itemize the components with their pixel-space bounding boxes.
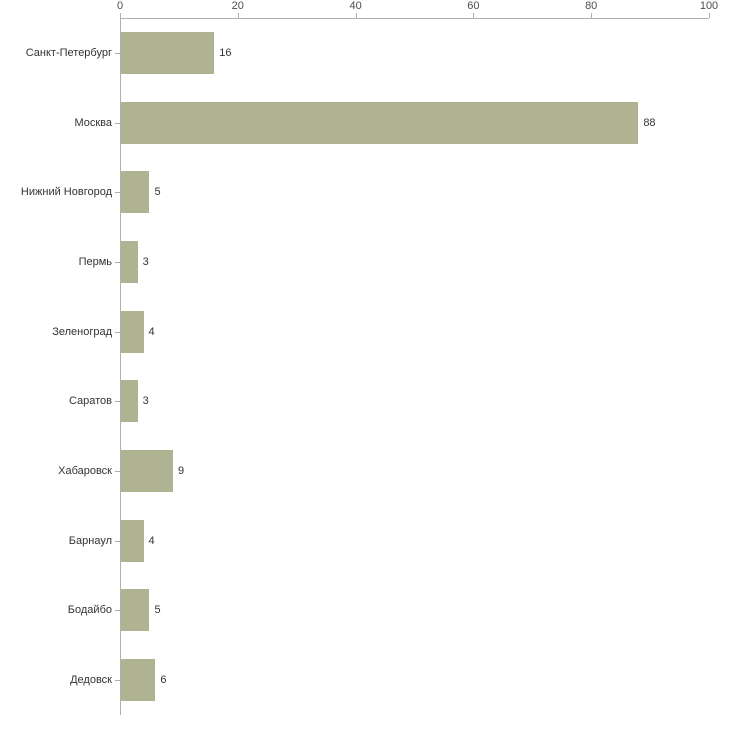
bar[interactable] <box>121 659 155 701</box>
x-axis-tick-label: 100 <box>699 0 719 12</box>
bar-value-label: 16 <box>219 47 232 59</box>
x-axis-tick <box>238 13 239 18</box>
x-axis-tick <box>709 13 710 18</box>
y-axis-tick <box>115 541 120 542</box>
bar[interactable] <box>121 241 138 283</box>
bar-value-label: 4 <box>148 535 155 547</box>
bar-value-label: 88 <box>643 117 656 129</box>
bar-value-label: 6 <box>160 674 167 686</box>
x-axis-tick-label: 0 <box>116 0 124 12</box>
y-axis-category-label: Нижний Новгород <box>20 186 112 198</box>
y-axis-tick <box>115 123 120 124</box>
bar-value-label: 3 <box>142 256 149 268</box>
y-axis-tick <box>115 401 120 402</box>
x-axis-tick <box>356 13 357 18</box>
x-axis-tick-label: 80 <box>585 0 598 12</box>
x-axis-tick-label: 40 <box>349 0 362 12</box>
bar[interactable] <box>121 520 144 562</box>
y-axis-tick <box>115 192 120 193</box>
bar-value-label: 5 <box>154 186 161 198</box>
x-axis-tick <box>120 13 121 18</box>
x-axis-tick-label: 20 <box>231 0 244 12</box>
x-axis-tick <box>591 13 592 18</box>
y-axis-tick <box>115 53 120 54</box>
bar[interactable] <box>121 380 138 422</box>
bar-value-label: 3 <box>142 395 149 407</box>
y-axis-tick <box>115 610 120 611</box>
bar-value-label: 4 <box>148 326 155 338</box>
bar[interactable] <box>121 32 214 74</box>
y-axis-tick <box>115 471 120 472</box>
y-axis-tick <box>115 262 120 263</box>
x-axis-tick-label: 60 <box>467 0 480 12</box>
y-axis-category-label: Москва <box>74 117 112 129</box>
bar[interactable] <box>121 311 144 353</box>
bar[interactable] <box>121 102 638 144</box>
bar-value-label: 9 <box>178 465 185 477</box>
y-axis-category-label: Пермь <box>78 256 112 268</box>
y-axis-category-label: Хабаровск <box>58 465 112 477</box>
y-axis-category-label: Санкт-Петербург <box>25 47 112 59</box>
y-axis-category-label: Саратов <box>68 395 112 407</box>
x-axis-line <box>120 18 709 19</box>
bar-value-label: 5 <box>154 604 161 616</box>
bar[interactable] <box>121 171 149 213</box>
x-axis-tick <box>473 13 474 18</box>
bar[interactable] <box>121 450 173 492</box>
y-axis-tick <box>115 332 120 333</box>
bar[interactable] <box>121 589 149 631</box>
y-axis-category-label: Бодайбо <box>67 604 112 616</box>
y-axis-category-label: Дедовск <box>70 674 112 686</box>
y-axis-category-label: Зеленоград <box>52 326 112 338</box>
y-axis-tick <box>115 680 120 681</box>
y-axis-category-label: Барнаул <box>68 535 112 547</box>
